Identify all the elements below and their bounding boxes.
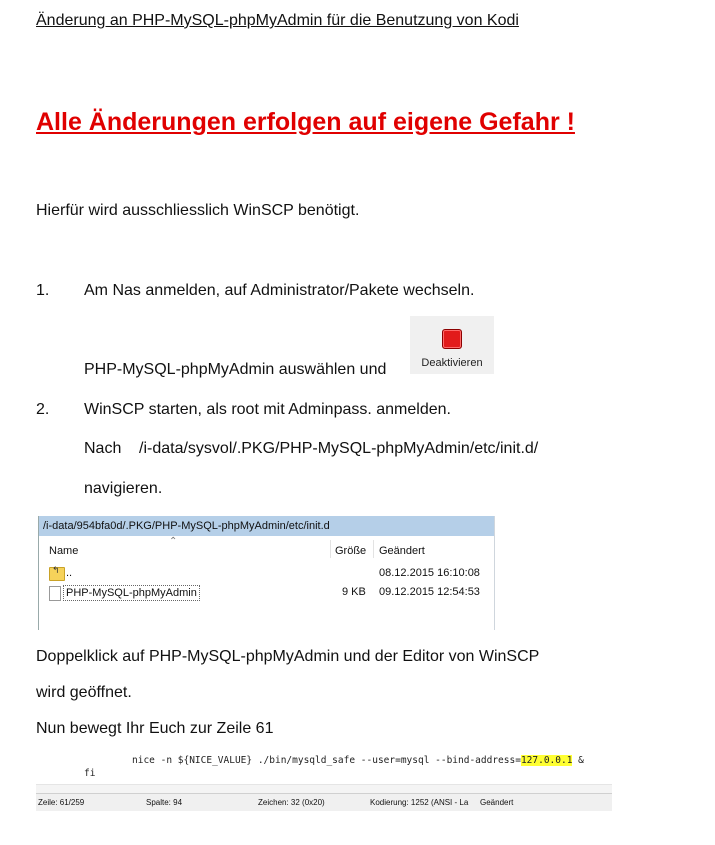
step-2-text: WinSCP starten, als root mit Adminpass. anmelden.	[84, 401, 451, 418]
stop-icon	[442, 329, 462, 349]
code-line-61[interactable]	[132, 755, 584, 766]
column-header-name[interactable]: Name	[49, 545, 79, 557]
parent-folder-icon[interactable]: ↰	[49, 567, 65, 581]
status-encoding: Kodierung: 1252 (ANSI - La	[370, 798, 469, 807]
step-1-text: Am Nas anmelden, auf Administrator/Pakete wechseln.	[84, 282, 475, 299]
step-2-number: 2.	[36, 401, 50, 418]
after-text-1: Doppelklick auf PHP-MySQL-phpMyAdmin und der Editor von WinSCP	[36, 648, 540, 665]
after-text-2: wird geöffnet.	[36, 684, 132, 701]
editor-status-bar	[36, 793, 612, 811]
row-name-file[interactable]: PHP-MySQL-phpMyAdmin	[63, 585, 200, 601]
intro-text: Hierfür wird ausschliesslich WinSCP benötigt.	[36, 202, 360, 219]
column-header-changed[interactable]: Geändert	[379, 545, 425, 557]
code-text: nice -n ${NICE_VALUE} ./bin/mysqld_safe --user=mysql --bind-address=	[132, 755, 521, 766]
status-line: Zeile: 61/259	[38, 798, 85, 807]
row-changed-file: 09.12.2015 12:54:53	[379, 586, 480, 598]
status-char: Zeichen: 32 (0x20)	[258, 798, 325, 807]
status-column: Spalte: 94	[146, 798, 183, 807]
horizontal-scrollbar[interactable]	[36, 784, 612, 793]
step-2-navigate: navigieren.	[84, 480, 163, 497]
code-line-62[interactable]: fi	[84, 768, 96, 779]
deactivate-label: Deaktivieren	[421, 357, 483, 369]
file-icon	[49, 586, 61, 601]
step-1-number: 1.	[36, 282, 50, 299]
status-changed: Geändert	[480, 798, 514, 807]
path-bar: /i-data/954bfa0d/.PKG/PHP-MySQL-phpMyAdmin/etc/init.d	[39, 516, 494, 536]
deactivate-button-image	[410, 316, 494, 374]
winscp-editor	[36, 748, 612, 810]
after-text-3: Nun bewegt Ihr Euch zur Zeile 61	[36, 720, 274, 737]
warning-heading: Alle Änderungen erfolgen auf eigene Gefahr !	[36, 108, 575, 136]
code-text-end: &	[572, 755, 584, 766]
row-changed-parent: 08.12.2015 16:10:08	[379, 567, 480, 579]
sort-up-icon: ⌃	[169, 536, 178, 547]
winscp-file-panel	[38, 516, 495, 630]
step-1b-text: PHP-MySQL-phpMyAdmin auswählen und	[84, 361, 387, 378]
column-separator	[373, 540, 374, 558]
step-2-path: /i-data/sysvol/.PKG/PHP-MySQL-phpMyAdmin/etc/init.d/	[139, 440, 539, 457]
document-title: Änderung an PHP-MySQL-phpMyAdmin für die Benutzung von Kodi	[36, 12, 519, 29]
column-header-size[interactable]: Größe	[335, 545, 367, 557]
row-size-file: 9 KB	[342, 586, 366, 598]
highlighted-address: 127.0.0.1	[520, 755, 573, 766]
column-separator	[330, 540, 331, 558]
row-name-parent[interactable]: ..	[66, 567, 73, 579]
step-2-nach: Nach	[84, 440, 122, 457]
